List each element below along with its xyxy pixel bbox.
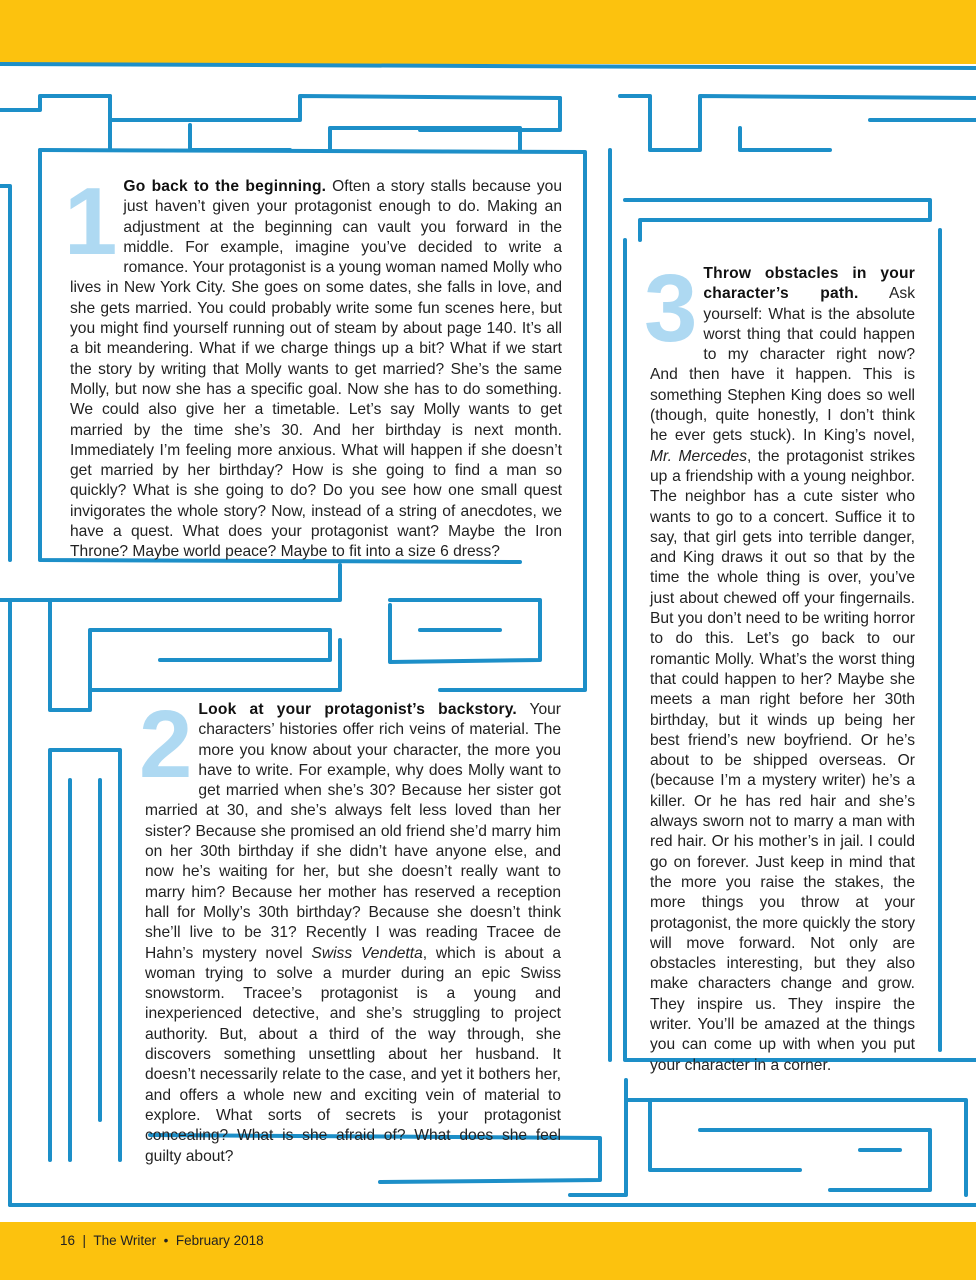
book-title: Mr. Mercedes bbox=[650, 447, 747, 465]
section-2 bbox=[139, 691, 562, 1167]
section-body: Ask yourself: What is the absolute worst thing that could happen to my character right now? And then have it happen. This is something Stephen King does so well (though, quite honestly, I don’t think he ever gets stuck). In King’s novel, bbox=[650, 285, 915, 445]
section-body-continued: , which is about a woman trying to solve a murder during an epic Swiss snowstorm. Tracee’s protagonist is a young and inexperienced detective, and she’s struggling to project authority. But, about a third of the way through, she discovers something unsettling about her husband. It doesn’t necessarily relate to the case, and yet it bothers her, and offers a whole new and exciting vein of material to explore. What sorts of secrets is your protagonist concealing? What is she afraid of? What does she feel guilty about? bbox=[145, 944, 561, 1165]
issue-date: February 2018 bbox=[175, 1233, 264, 1248]
section-3 bbox=[644, 255, 915, 1076]
dropcap-number: 1 bbox=[64, 168, 118, 275]
page-number: 16 bbox=[60, 1233, 76, 1248]
book-title: Swiss Vendetta bbox=[311, 944, 423, 962]
section-body: Often a story stalls because you just haven’t given your protagonist enough to do. Making an adjustment at the beginning can vault you forward in the middle. For example, imagine you’ve decided to write a romance. Your protagonist is a young woman named Molly who lives in New York City. She goes on some dates, she falls in love, and she gets married. You could probably write some fun scenes here, but you might find yourself running out of steam by about page 140. It’s all a bit meandering. What if we charge things up a bit? What if we start the story by writing that Molly wants to get married? She’s the same Molly, but now she has a specific goal. Now she has to do something. We could also give her a timetable. Let’s say Molly wants to get married by the time she’s 30. And her birthday is next month. Immediately I’m feeling more anxious. What will happen if she doesn’t get married by her birthday? How is she going to find a man so quickly? What is she going to do? Do you see how one small quest invigorates the whole story? Now, instead of a string of anecdotes, we have a quest. What does your protagonist want? Maybe the Iron Throne? Maybe world peace? Maybe to fit into a size 6 dress? bbox=[70, 178, 562, 561]
section-heading: Look at your protagonist’s backstory. bbox=[198, 701, 517, 718]
publication-name: The Writer bbox=[93, 1233, 157, 1248]
footer-separator: | bbox=[82, 1233, 87, 1248]
section-body: Your characters’ histories offer rich veins of material. The more you know about your character, the more you have to write. For example, why does Molly want to get married when she’s 30? Because her sister got married at 30, and she’s always felt less loved than her sister? Because she promised an old friend she’d marry him on her 30th birthday if she didn’t have anyone else, and now he’s waiting for her, but she doesn’t really want to marry him? Because her mother has reserved a reception hall for Molly’s 30th birthday? Because she doesn’t think she’ll live to be 31? Recently I was reading Tracee de Hahn’s mystery novel bbox=[145, 701, 562, 962]
section-1 bbox=[64, 168, 562, 563]
page-footer bbox=[60, 1233, 264, 1248]
dropcap-number: 2 bbox=[139, 691, 193, 798]
section-body-continued: , the protagonist strikes up a friendship with a young neighbor. The neighbor has a cute sister who wants to go to a concert. Suffice it to say, that girl gets into terrible danger, and King draws it out so that by the time the whole thing is over, you’ve just about chewed off your fingernails. But you don’t need to be writing horror to do this. Let’s go back to our romantic Molly. What’s the worst thing that could happen to her? Maybe she meets a man right before her 30th birthday, but it winds up being her best friend’s new boyfriend. Or he’s about to be shipped overseas. Or (because I’m a mystery writer) he’s a killer. Or he has red hair and she’s always sworn not to marry a man with red hair. Or his mother’s in jail. I could go on forever. Just keep in mind that the more you raise the stakes, the more things you throw at your protagonist, the more quickly the story will move forward. Not only are obstacles interesting, but they also make characters change and grow. They inspire us. They inspire the writer. You’ll be amazed at the things you can come up with when you put your character in a corner. bbox=[650, 447, 915, 1074]
footer-bullet: • bbox=[163, 1233, 169, 1248]
section-heading: Go back to the beginning. bbox=[123, 178, 327, 195]
section-heading: Throw obstacles in your character’s path. bbox=[703, 265, 915, 303]
dropcap-number: 3 bbox=[644, 255, 698, 362]
